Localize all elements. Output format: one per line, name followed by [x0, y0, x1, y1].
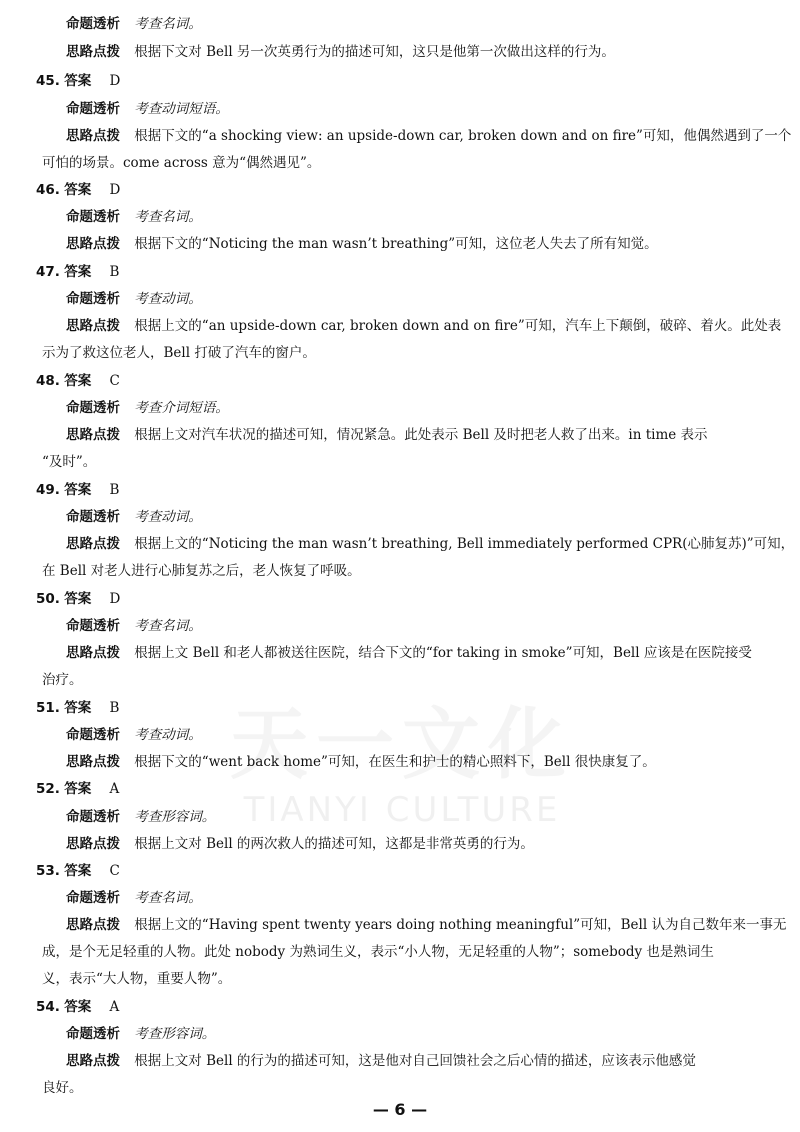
- tip-continuation: 良好。: [42, 1080, 83, 1096]
- question-number: 47.: [36, 264, 60, 280]
- tip-line: [66, 832, 534, 852]
- answer-line: [36, 587, 120, 607]
- analysis-label: 命题透析: [66, 16, 120, 32]
- tip-line: [66, 232, 658, 252]
- answer-letter: C: [109, 863, 120, 879]
- analysis-line: [66, 205, 202, 225]
- analysis-label: 命题透析: [66, 618, 120, 634]
- tip-label: 思路点拨: [66, 44, 120, 60]
- analysis-line: [66, 505, 202, 525]
- tip-line: [66, 314, 781, 334]
- tip-continuation: 示为了救这位老人，Bell 打破了汽车的窗户。: [42, 345, 316, 361]
- analysis-label: 命题透析: [66, 509, 120, 525]
- tip-label: 思路点拨: [66, 427, 120, 443]
- answer-letter: A: [109, 999, 120, 1015]
- analysis-text: 考查名词。: [134, 209, 202, 225]
- tip-line: [66, 913, 786, 933]
- analysis-text: 考查介词短语。: [134, 400, 229, 416]
- analysis-line: [66, 396, 229, 416]
- tip-line: [66, 40, 615, 60]
- question-number: 53.: [36, 863, 60, 879]
- answer-letter: A: [109, 781, 120, 797]
- tip-continuation: 治疗。: [42, 672, 83, 688]
- watermark-en: TIANYI CULTURE: [243, 790, 561, 830]
- tip-text: 根据上文的“Having spent twenty years doing nothing meaningful”可知，Bell 认为自己数年来一事无: [134, 917, 787, 933]
- analysis-text: 考查形容词。: [134, 1026, 216, 1042]
- question-number: 51.: [36, 700, 60, 716]
- analysis-text: 考查名词。: [134, 16, 202, 32]
- question-number: 52.: [36, 781, 60, 797]
- answer-line: [36, 995, 119, 1015]
- tip-line: [66, 124, 791, 144]
- tip-continuation: 在 Bell 对老人进行心肺复苏之后，老人恢复了呼吸。: [42, 563, 361, 579]
- tip-continuation: 成，是个无足轻重的人物。此处 nobody 为熟词生义，表示“小人物，无足轻重的人物”；somebody 也是熟词生: [42, 944, 714, 960]
- tip-label: 思路点拨: [66, 836, 120, 852]
- tip-label: 思路点拨: [66, 1053, 120, 1069]
- answer-letter: D: [109, 73, 121, 89]
- analysis-text: 考查名词。: [134, 890, 202, 906]
- tip-line: [66, 423, 708, 443]
- tip-continuation: 义，表示“大人物，重要人物”。: [42, 971, 232, 987]
- analysis-line: [66, 723, 202, 743]
- tip-text: 根据下文的“a shocking view: an upside-down car, broken down and on fire”可知，他偶然遇到了一个: [134, 128, 792, 144]
- answer-letter: D: [109, 591, 121, 607]
- tip-line: [66, 641, 752, 661]
- answer-label: 答案: [64, 182, 92, 198]
- answer-label: 答案: [64, 700, 92, 716]
- analysis-label: 命题透析: [66, 1026, 120, 1042]
- analysis-line: [66, 805, 215, 825]
- answer-letter: B: [109, 482, 120, 498]
- answer-label: 答案: [64, 863, 92, 879]
- question-number: 50.: [36, 591, 60, 607]
- tip-label: 思路点拨: [66, 917, 120, 933]
- tip-text: 根据上文的“Noticing the man wasn’t breathing, Bell immediately performed CPR(心肺复苏)”可知，: [134, 536, 795, 552]
- tip-line: [66, 532, 794, 552]
- tip-text: 根据上文 Bell 和老人都被送往医院，结合下文的“for taking in smoke”可知，Bell 应该是在医院接受: [134, 645, 752, 661]
- analysis-text: 考查名词。: [134, 618, 202, 634]
- answer-line: [36, 478, 119, 498]
- analysis-line: [66, 287, 202, 307]
- tip-line: [66, 750, 656, 770]
- analysis-line: [66, 1022, 215, 1042]
- analysis-text: 考查动词。: [134, 727, 202, 743]
- tip-text: 根据上文对 Bell 的行为的描述可知，这是他对自己回馈社会之后心情的描述，应该表示他感觉: [134, 1053, 696, 1069]
- tip-text: 根据下文的“Noticing the man wasn’t breathing”可知，这位老人失去了所有知觉。: [134, 236, 658, 252]
- analysis-text: 考查动词。: [134, 291, 202, 307]
- answer-line: [36, 69, 120, 89]
- tip-text: 根据下文对 Bell 另一次英勇行为的描述可知，这只是他第一次做出这样的行为。: [134, 44, 615, 60]
- answer-line: [36, 777, 119, 797]
- analysis-line: [66, 97, 229, 117]
- tip-continuation: “及时”。: [42, 454, 97, 470]
- analysis-text: 考查动词短语。: [134, 101, 229, 117]
- analysis-label: 命题透析: [66, 727, 120, 743]
- answer-letter: B: [109, 700, 120, 716]
- answer-line: [36, 696, 119, 716]
- analysis-line: [66, 886, 202, 906]
- watermark-cn: [222, 700, 582, 790]
- answer-label: 答案: [64, 373, 92, 389]
- answer-label: 答案: [64, 781, 92, 797]
- analysis-label: 命题透析: [66, 809, 120, 825]
- analysis-text: 考查动词。: [134, 509, 202, 525]
- answer-label: 答案: [64, 482, 92, 498]
- answer-letter: D: [109, 182, 121, 198]
- answer-line: [36, 178, 120, 198]
- question-number: 54.: [36, 999, 60, 1015]
- tip-label: 思路点拨: [66, 318, 120, 334]
- answer-label: 答案: [64, 591, 92, 607]
- answer-label: 答案: [64, 73, 92, 89]
- answer-line: [36, 369, 120, 389]
- answer-letter: C: [109, 373, 120, 389]
- watermark: [222, 700, 582, 840]
- answer-line: [36, 859, 120, 879]
- tip-text: 根据上文对 Bell 的两次救人的描述可知，这都是非常英勇的行为。: [134, 836, 534, 852]
- tip-text: 根据下文的“went back home”可知，在医生和护士的精心照料下，Bell 很快康复了。: [134, 754, 656, 770]
- tip-label: 思路点拨: [66, 645, 120, 661]
- question-number: 48.: [36, 373, 60, 389]
- page-number: — 6 —: [372, 1100, 428, 1119]
- answer-label: 答案: [64, 999, 92, 1015]
- tip-line: [66, 1049, 696, 1069]
- analysis-label: 命题透析: [66, 209, 120, 225]
- analysis-label: 命题透析: [66, 890, 120, 906]
- analysis-text: 考查形容词。: [134, 809, 216, 825]
- tip-label: 思路点拨: [66, 754, 120, 770]
- question-number: 46.: [36, 182, 60, 198]
- answer-line: [36, 260, 119, 280]
- analysis-label: 命题透析: [66, 291, 120, 307]
- question-number: 45.: [36, 73, 60, 89]
- tip-text: 根据上文对汽车状况的描述可知，情况紧急。此处表示 Bell 及时把老人救了出来。in time 表示: [134, 427, 708, 443]
- analysis-line: [66, 12, 202, 32]
- tip-label: 思路点拨: [66, 128, 120, 144]
- analysis-line: [66, 614, 202, 634]
- tip-label: 思路点拨: [66, 536, 120, 552]
- answer-label: 答案: [64, 264, 92, 280]
- analysis-label: 命题透析: [66, 101, 120, 117]
- tip-label: 思路点拨: [66, 236, 120, 252]
- tip-continuation: 可怕的场景。come across 意为“偶然遇见”。: [42, 155, 321, 171]
- answer-letter: B: [109, 264, 120, 280]
- analysis-label: 命题透析: [66, 400, 120, 416]
- tip-text: 根据上文的“an upside-down car, broken down and on fire”可知，汽车上下颠倒，破碎、着火。此处表: [134, 318, 782, 334]
- question-number: 49.: [36, 482, 60, 498]
